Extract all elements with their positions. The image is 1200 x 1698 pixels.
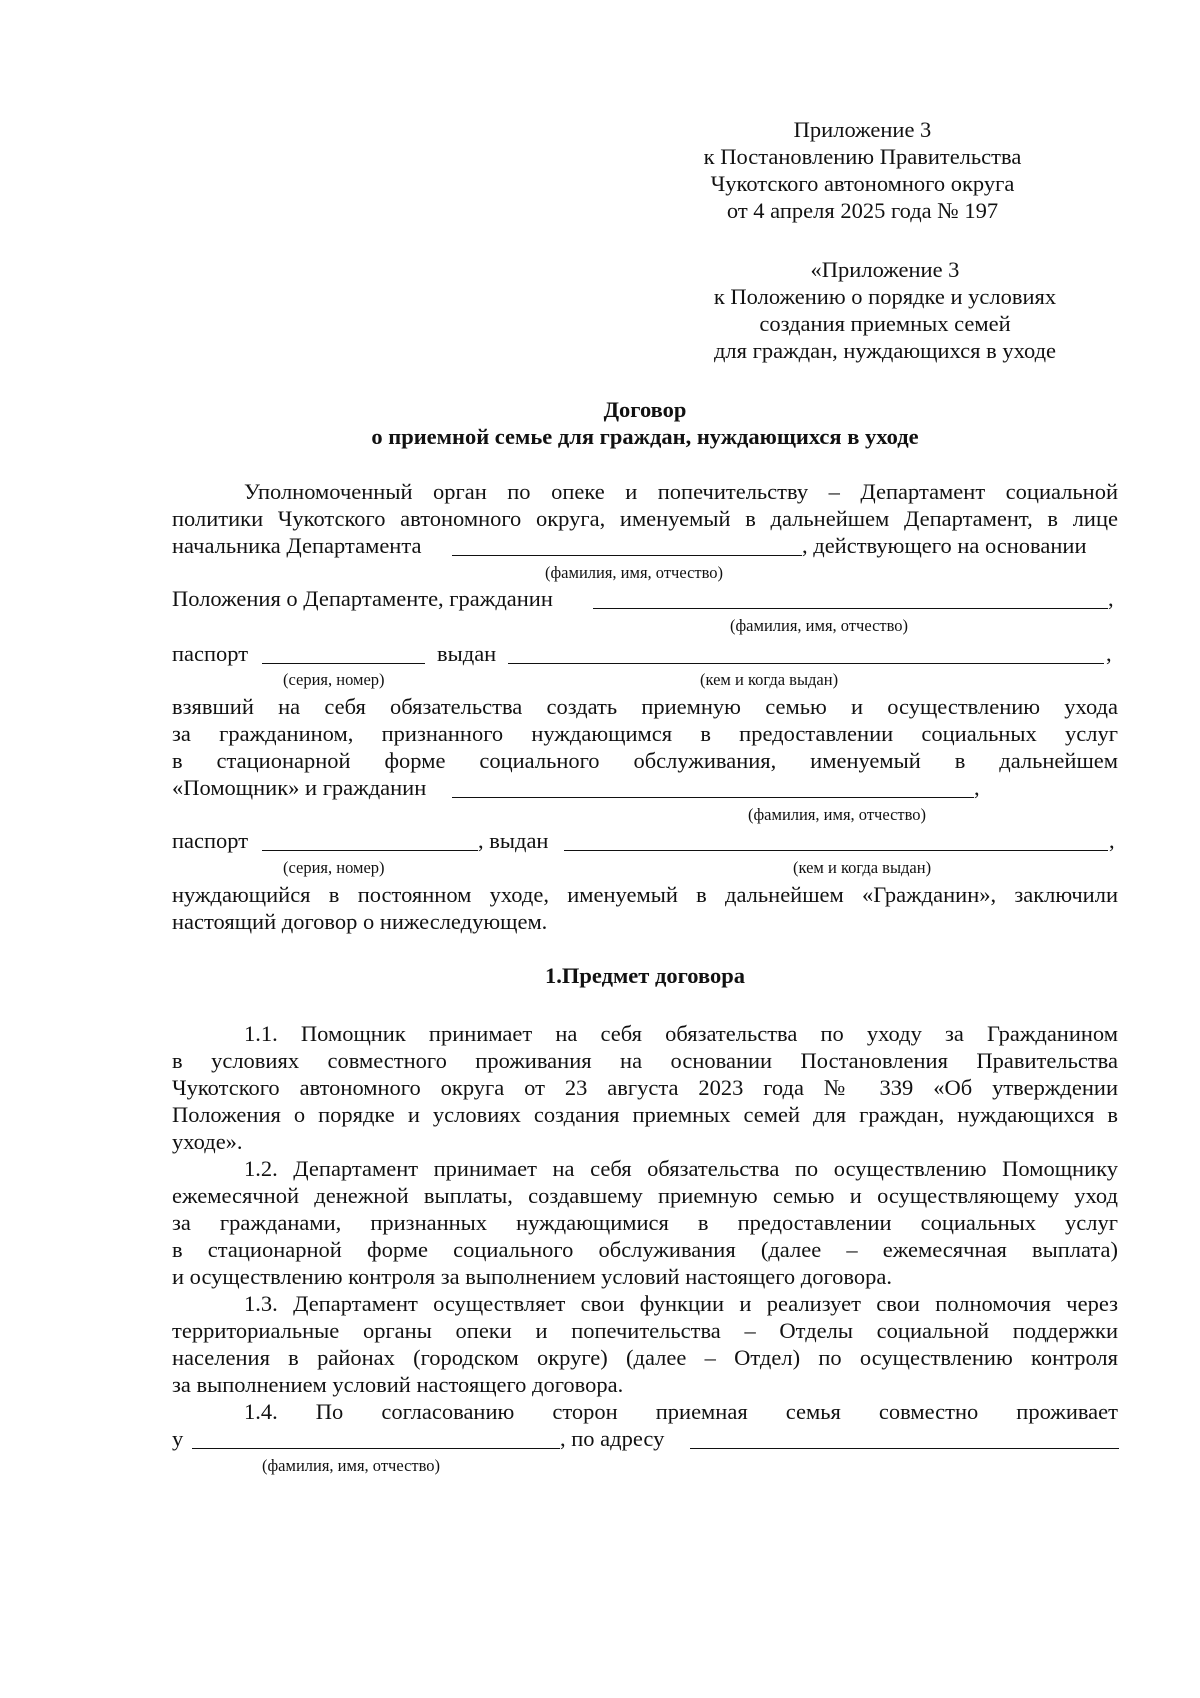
intro-line-5 [172, 640, 1118, 667]
document-title [172, 396, 1118, 450]
caption-series: (серия, номер) [283, 858, 385, 877]
appendix-second-line: к Положению о порядке и условиях [713, 284, 1057, 309]
intro-line-8: в стационарной форме социального обслуживания, именуемый в дальнейшем [172, 748, 1118, 773]
intro-line-3 [172, 532, 1118, 559]
caption-fio: (фамилия, имя, отчество) [545, 563, 724, 582]
intro-line-10 [172, 827, 1118, 854]
blank-citizen-name[interactable] [593, 608, 1108, 609]
citizen-label: «Помощник» и гражданин [172, 775, 427, 800]
intro-head-label: начальника Департамента [172, 533, 422, 558]
paragraph-1-1: 1.1. Помощник принимает на себя обязательства по уходу за Гражданином в условиях совместного проживания на основании Постановления Правительства Чукотского автономного округа от 23 августа 2023 года № 339 «Об утверждении Положения о порядке и условиях создания приемных семей для граждан, нуждающихся в уходе». [172, 1021, 1118, 1154]
intro-line-12: настоящий договор о нижеследующем. [172, 909, 548, 934]
issued-label: выдан [437, 641, 497, 666]
address-label: , по адресу [560, 1426, 665, 1451]
appendix-top [660, 116, 1065, 224]
caption-issued: (кем и когда выдан) [700, 670, 839, 689]
appendix-second-line: для граждан, нуждающихся в уходе [713, 338, 1057, 363]
paragraph-1-2: 1.2. Департамент принимает на себя обязательства по осуществлению Помощнику ежемесячной денежной выплаты, создавшему приемную семью и осуществляющему уход за гражданами, признанных нуждающимися в предоставлении социальных услуг в стационарной форме социального обслуживания (далее – ежемесячная выплата) и осуществлению контроля за выполнением условий настоящего договора. [172, 1156, 1118, 1289]
title-line-2: о приемной семье для граждан, нуждающихся в уходе [371, 424, 919, 449]
appendix-top-line: Приложение 3 [793, 117, 932, 142]
blank-citizen2-name[interactable] [452, 797, 974, 798]
intro-line-9 [172, 774, 1118, 801]
blank-passport-number[interactable] [262, 663, 425, 664]
appendix-top-line: Чукотского автономного округа [710, 171, 1015, 196]
paragraph-1-3: 1.3. Департамент осуществляет свои функции и реализует свои полномочия через территориальные органы опеки и попечительства – Отделы социальной поддержки населения в районах (городском округе) (далее – Отдел) по осуществлению контроля за выполнением условий настоящего договора. [172, 1291, 1118, 1397]
comma: , [1109, 828, 1115, 853]
caption-fio: (фамилия, имя, отчество) [730, 616, 909, 635]
comma: , [1106, 641, 1112, 666]
caption-fio: (фамилия, имя, отчество) [748, 805, 927, 824]
blank-passport2-number[interactable] [262, 850, 478, 851]
intro-line-6: взявший на себя обязательства создать приемную семью и осуществлению ухода [172, 694, 1118, 719]
citizen-label: Положения о Департаменте, гражданин [172, 586, 553, 611]
appendix-second-line: «Приложение 3 [810, 257, 960, 282]
comma: , [974, 775, 980, 800]
paragraph-1-4-line-1: 1.4. По согласованию сторон приемная семья совместно проживает [244, 1399, 1118, 1424]
paragraph-1-4-line-2 [172, 1425, 1118, 1452]
blank-host-name[interactable] [192, 1448, 560, 1449]
intro-line-4 [172, 585, 1118, 612]
issued-label: , выдан [478, 828, 549, 853]
passport-label: паспорт [172, 828, 249, 853]
intro-line-7: за гражданином, признанного нуждающимся в предоставлении социальных услуг [172, 721, 1118, 746]
blank-address[interactable] [690, 1448, 1119, 1449]
appendix-second [690, 256, 1080, 364]
title-line-1: Договор [603, 397, 687, 422]
caption-fio: (фамилия, имя, отчество) [262, 1456, 441, 1475]
comma: , [1108, 586, 1114, 611]
caption-issued: (кем и когда выдан) [793, 858, 932, 877]
blank-passport2-issued[interactable] [564, 850, 1108, 851]
blank-passport-issued[interactable] [508, 663, 1104, 664]
intro-line-1: Уполномоченный орган по опеке и попечительству – Департамент социальной [244, 479, 1118, 504]
at-label: у [172, 1426, 184, 1451]
caption-series: (серия, номер) [283, 670, 385, 689]
intro-acting-label: , действующего на основании [802, 533, 1087, 558]
intro-line-2: политики Чукотского автономного округа, именуемый в дальнейшем Департамент, в лице [172, 506, 1118, 531]
appendix-top-line: от 4 апреля 2025 года № 197 [726, 198, 999, 223]
section-1-heading: 1.Предмет договора [545, 963, 745, 988]
passport-label: паспорт [172, 641, 249, 666]
blank-head-name[interactable] [452, 555, 802, 556]
appendix-top-line: к Постановлению Правительства [703, 144, 1022, 169]
intro-line-11: нуждающийся в постоянном уходе, именуемый в дальнейшем «Гражданин», заключили [172, 882, 1118, 907]
appendix-second-line: создания приемных семей [759, 311, 1011, 336]
